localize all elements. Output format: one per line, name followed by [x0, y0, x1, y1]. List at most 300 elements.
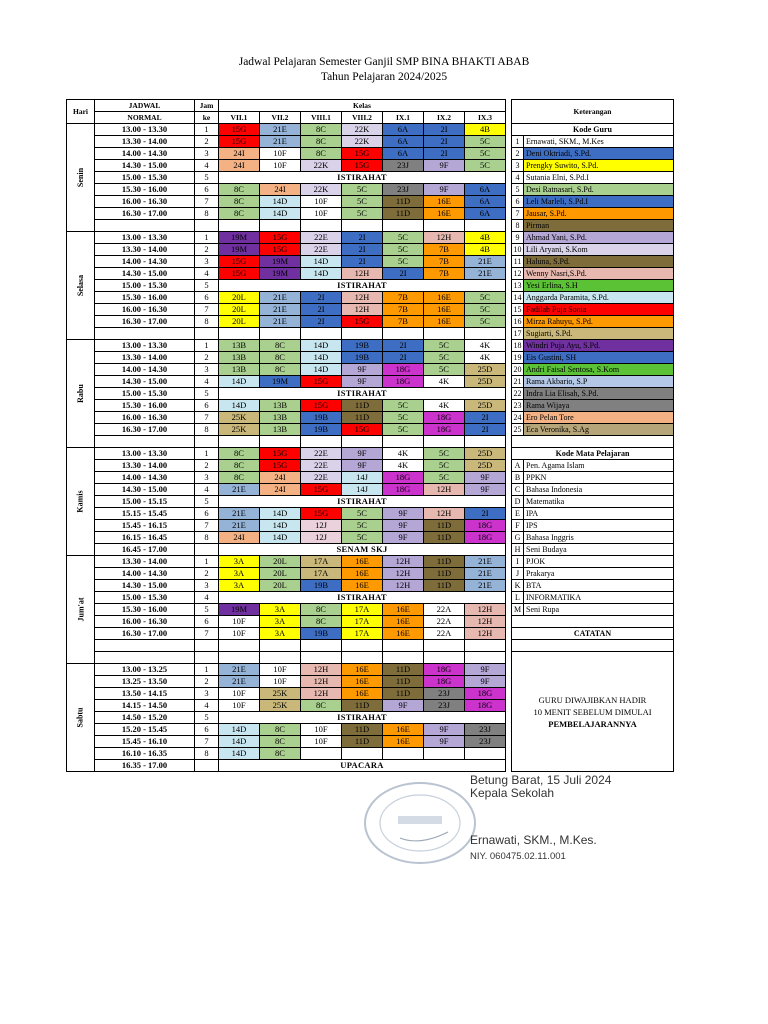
- legend-entry: Eca Veronika, S.Ag: [524, 424, 674, 436]
- legend-code: 2: [512, 148, 524, 160]
- lesson-cell: 12H: [301, 676, 342, 688]
- lesson-cell: 10F: [260, 664, 301, 676]
- legend-code: D: [512, 496, 524, 508]
- time-slot: 15.00 - 15.30: [95, 388, 195, 400]
- lesson-cell: 24I: [219, 532, 260, 544]
- document-title: Jadwal Pelajaran Semester Ganjil SMP BINA BHAKTI ABAB: [238, 56, 530, 68]
- lesson-cell: 21E: [260, 316, 301, 328]
- time-slot: 13.00 - 13.30: [95, 448, 195, 460]
- lesson-cell: 10F: [260, 148, 301, 160]
- lesson-cell: 3A: [260, 616, 301, 628]
- empty-cell: [383, 328, 424, 340]
- lesson-cell: 22E: [301, 460, 342, 472]
- time-slot: [95, 220, 195, 232]
- lesson-cell: 13B: [219, 352, 260, 364]
- legend-entry: Prakarya: [524, 568, 674, 580]
- lesson-cell: 14D: [219, 400, 260, 412]
- lesson-cell: 15G: [260, 460, 301, 472]
- lesson-cell: [465, 748, 506, 760]
- lesson-cell: 2I: [301, 292, 342, 304]
- time-slot: 16.00 - 16.30: [95, 196, 195, 208]
- lesson-cell: 8C: [219, 472, 260, 484]
- jam-ke: [195, 544, 219, 556]
- lesson-cell: 15G: [301, 376, 342, 388]
- legend-code: I: [512, 556, 524, 568]
- time-slot: [95, 640, 195, 652]
- header-keterangan: Keterangan: [512, 100, 674, 124]
- legend-entry: Ahmad Yani, S.Pd.: [524, 232, 674, 244]
- lesson-cell: 9F: [424, 160, 465, 172]
- time-slot: 14.00 - 14.30: [95, 568, 195, 580]
- time-slot: 14.30 - 15.00: [95, 580, 195, 592]
- jam-ke: [195, 328, 219, 340]
- lesson-cell: 15G: [342, 148, 383, 160]
- legend-code: 15: [513, 305, 522, 314]
- empty-cell: [383, 640, 424, 652]
- lesson-cell: 12H: [383, 568, 424, 580]
- lesson-cell: 14D: [301, 364, 342, 376]
- empty-cell: [424, 436, 465, 448]
- lesson-cell: 14D: [301, 256, 342, 268]
- lesson-cell: 15G: [301, 484, 342, 496]
- lesson-cell: 2I: [465, 508, 506, 520]
- jam-ke: 2: [195, 352, 219, 364]
- empty-cell: [383, 436, 424, 448]
- day-label: Rabu: [67, 340, 95, 448]
- lesson-cell: 11D: [383, 676, 424, 688]
- lesson-cell: 9F: [465, 472, 506, 484]
- legend-blank: [512, 616, 674, 628]
- legend-code: 14: [513, 293, 522, 302]
- jam-ke: 3: [195, 148, 219, 160]
- lesson-cell: 23J: [465, 724, 506, 736]
- jam-ke: 1: [195, 664, 219, 676]
- time-slot: 16.35 - 17.00: [95, 760, 195, 772]
- lesson-cell: 5C: [383, 244, 424, 256]
- schedule-row: [67, 136, 674, 148]
- legend-entry: Deni Oktriadi, S.Pd.: [524, 148, 674, 160]
- jam-ke: 4: [195, 700, 219, 712]
- lesson-cell: 11D: [383, 664, 424, 676]
- lesson-cell: 25K: [260, 700, 301, 712]
- legend-entry: Pen. Agama Islam: [524, 460, 674, 472]
- lesson-cell: 12H: [301, 664, 342, 676]
- schedule-row: [67, 304, 674, 316]
- empty-cell: [301, 220, 342, 232]
- lesson-cell: 11D: [342, 724, 383, 736]
- lesson-cell: 21E: [465, 556, 506, 568]
- lesson-cell: 19M: [219, 604, 260, 616]
- empty-cell: [260, 640, 301, 652]
- empty-cell: [342, 220, 383, 232]
- header-class: VIII.1: [301, 112, 342, 124]
- lesson-cell: 8C: [260, 736, 301, 748]
- legend-code: 23: [513, 401, 522, 410]
- lesson-cell: 9F: [424, 736, 465, 748]
- lesson-cell: 5C: [465, 292, 506, 304]
- schedule-row: [67, 268, 674, 280]
- lesson-cell: 12H: [424, 508, 465, 520]
- lesson-cell: 18G: [465, 520, 506, 532]
- lesson-cell: 22K: [342, 124, 383, 136]
- lesson-cell: 19M: [260, 256, 301, 268]
- empty-cell: [301, 652, 342, 664]
- empty-cell: [260, 328, 301, 340]
- jam-ke: [195, 652, 219, 664]
- lesson-cell: 21E: [465, 580, 506, 592]
- header-class: VIII.2: [342, 112, 383, 124]
- lesson-cell: 24I: [219, 148, 260, 160]
- jam-ke: 8: [195, 208, 219, 220]
- schedule-row: [67, 316, 674, 328]
- legend-code: A: [512, 460, 524, 472]
- jam-ke: 6: [195, 616, 219, 628]
- legend-code: 13: [513, 281, 522, 290]
- time-slot: [95, 328, 195, 340]
- lesson-cell: 7B: [383, 316, 424, 328]
- lesson-cell: 9F: [342, 376, 383, 388]
- lesson-cell: 5C: [465, 160, 506, 172]
- lesson-cell: 8C: [260, 748, 301, 760]
- schedule-row: [67, 160, 674, 172]
- lesson-cell: 25D: [465, 460, 506, 472]
- lesson-cell: 16E: [424, 196, 465, 208]
- legend-entry: Bahasa Inggris: [524, 532, 674, 544]
- header-kelas: Kelas: [219, 100, 506, 112]
- schedule-row: [67, 628, 674, 640]
- lesson-cell: 21E: [465, 568, 506, 580]
- jam-ke: 3: [195, 580, 219, 592]
- time-slot: 15.00 - 15.30: [95, 592, 195, 604]
- lesson-cell: 7B: [424, 256, 465, 268]
- jam-ke: 3: [195, 472, 219, 484]
- lesson-cell: 16E: [342, 568, 383, 580]
- lesson-cell: 3A: [219, 568, 260, 580]
- lesson-cell: 9F: [383, 532, 424, 544]
- lesson-cell: 18G: [383, 364, 424, 376]
- lesson-cell: 24I: [260, 472, 301, 484]
- jam-ke: 2: [195, 136, 219, 148]
- lesson-cell: 16E: [424, 208, 465, 220]
- empty-cell: [219, 652, 260, 664]
- lesson-cell: 14D: [219, 376, 260, 388]
- lesson-cell: 16E: [424, 292, 465, 304]
- lesson-cell: 8C: [301, 700, 342, 712]
- legend-entry: Prengky Suwito, S.Pd.: [524, 160, 674, 172]
- lesson-cell: 5C: [342, 520, 383, 532]
- legend-entry: Bahasa Indonesia: [524, 484, 674, 496]
- lesson-cell: 22E: [301, 244, 342, 256]
- time-slot: 15.30 - 16.00: [95, 292, 195, 304]
- lesson-cell: 8C: [260, 364, 301, 376]
- empty-cell: [219, 328, 260, 340]
- lesson-cell: 7B: [383, 292, 424, 304]
- empty-cell: [465, 220, 506, 232]
- lesson-cell: 5C: [424, 472, 465, 484]
- lesson-cell: 12H: [383, 556, 424, 568]
- lesson-cell: 15G: [219, 268, 260, 280]
- school-stamp: [360, 778, 480, 868]
- lesson-cell: 5C: [465, 148, 506, 160]
- lesson-cell: 6A: [465, 196, 506, 208]
- schedule-row: [67, 472, 674, 484]
- legend-code: G: [512, 532, 524, 544]
- time-slot: 14.00 - 14.30: [95, 472, 195, 484]
- jam-ke: 4: [195, 592, 219, 604]
- lesson-cell: 15G: [342, 424, 383, 436]
- jam-ke: 1: [195, 448, 219, 460]
- lesson-cell: 11D: [342, 736, 383, 748]
- lesson-cell: 14J: [342, 472, 383, 484]
- lesson-cell: 11D: [424, 568, 465, 580]
- lesson-cell: 8C: [301, 124, 342, 136]
- legend-heading: Kode Guru: [512, 124, 674, 136]
- lesson-cell: [424, 748, 465, 760]
- time-slot: 15.00 - 15.30: [95, 172, 195, 184]
- lesson-cell: 20L: [260, 556, 301, 568]
- legend-entry: PPKN: [524, 472, 674, 484]
- header-hari: Hari: [67, 100, 95, 124]
- lesson-cell: 15G: [342, 160, 383, 172]
- lesson-cell: 4B: [465, 244, 506, 256]
- signature-name: Ernawati, SKM., M.Kes.: [470, 833, 597, 847]
- legend-code: 17: [513, 329, 522, 338]
- schedule-row: [67, 244, 674, 256]
- lesson-cell: 14D: [301, 340, 342, 352]
- lesson-cell: 22K: [342, 136, 383, 148]
- lesson-cell: 7B: [424, 244, 465, 256]
- time-slot: 15.45 - 16.15: [95, 520, 195, 532]
- schedule-row: [67, 172, 674, 184]
- lesson-cell: 9F: [383, 508, 424, 520]
- lesson-cell: 13B: [260, 400, 301, 412]
- lesson-cell: 22K: [301, 184, 342, 196]
- jam-ke: [195, 220, 219, 232]
- jam-ke: 4: [195, 376, 219, 388]
- lesson-cell: 4K: [424, 376, 465, 388]
- lesson-cell: 23J: [383, 184, 424, 196]
- empty-cell: [465, 328, 506, 340]
- lesson-cell: 16E: [383, 628, 424, 640]
- time-slot: 15.30 - 16.00: [95, 604, 195, 616]
- lesson-cell: 8C: [260, 724, 301, 736]
- lesson-cell: 25D: [465, 364, 506, 376]
- break-label: ISTIRAHAT: [219, 496, 506, 508]
- legend-code: 19: [513, 353, 522, 362]
- lesson-cell: 11D: [383, 208, 424, 220]
- lesson-cell: 21E: [465, 256, 506, 268]
- lesson-cell: 3A: [219, 556, 260, 568]
- lesson-cell: 17A: [301, 556, 342, 568]
- break-label: ISTIRAHAT: [219, 280, 506, 292]
- lesson-cell: 15G: [260, 244, 301, 256]
- jam-ke: 6: [195, 400, 219, 412]
- legend-entry: Pirman: [524, 220, 674, 232]
- lesson-cell: 8C: [219, 448, 260, 460]
- legend-entry: INFORMATIKA: [524, 592, 674, 604]
- legend-code: 3: [512, 160, 524, 172]
- lesson-cell: 23J: [424, 688, 465, 700]
- empty-cell: [219, 436, 260, 448]
- lesson-cell: 10F: [301, 208, 342, 220]
- empty-cell: [342, 640, 383, 652]
- lesson-cell: 2I: [465, 412, 506, 424]
- jam-ke: 8: [195, 316, 219, 328]
- jam-ke: 5: [195, 172, 219, 184]
- lesson-cell: 8C: [219, 196, 260, 208]
- time-slot: 13.00 - 13.25: [95, 664, 195, 676]
- day-label: Selasa: [67, 232, 95, 340]
- lesson-cell: 19B: [342, 340, 383, 352]
- jam-ke: 5: [195, 712, 219, 724]
- lesson-cell: 8C: [301, 604, 342, 616]
- lesson-cell: 24I: [219, 160, 260, 172]
- lesson-cell: 17A: [342, 628, 383, 640]
- lesson-cell: 6A: [383, 124, 424, 136]
- jam-ke: 5: [195, 280, 219, 292]
- lesson-cell: 9F: [424, 724, 465, 736]
- legend-code: K: [512, 580, 524, 592]
- legend-code: H: [512, 544, 524, 556]
- legend-entry: Andri Faisal Sentosa, S.Kom: [524, 364, 674, 376]
- lesson-cell: 13B: [260, 424, 301, 436]
- legend-entry: Wenny Nasri,S.Pd.: [524, 268, 674, 280]
- day-label: Senin: [67, 124, 95, 232]
- lesson-cell: 2I: [424, 148, 465, 160]
- legend-code: 9: [512, 232, 524, 244]
- schedule-row: [67, 184, 674, 196]
- lesson-cell: 16E: [342, 664, 383, 676]
- jam-ke: 2: [195, 460, 219, 472]
- lesson-cell: 15G: [219, 256, 260, 268]
- legend-code: 22: [513, 389, 522, 398]
- lesson-cell: 15G: [219, 124, 260, 136]
- lesson-cell: 8C: [301, 616, 342, 628]
- lesson-cell: 8C: [260, 352, 301, 364]
- lesson-cell: 5C: [465, 304, 506, 316]
- empty-cell: [465, 652, 506, 664]
- legend-code: 8: [512, 220, 524, 232]
- legend-entry: IPA: [524, 508, 674, 520]
- lesson-cell: 10F: [301, 736, 342, 748]
- lesson-cell: 19M: [260, 268, 301, 280]
- lesson-cell: 5C: [383, 424, 424, 436]
- header-class: IX.1: [383, 112, 424, 124]
- time-slot: 16.10 - 16.35: [95, 748, 195, 760]
- legend-entry: Sugiarti, S.Pd.: [524, 328, 674, 340]
- lesson-cell: 22A: [424, 616, 465, 628]
- empty-cell: [219, 220, 260, 232]
- lesson-cell: 20L: [219, 292, 260, 304]
- legend-code: F: [512, 520, 524, 532]
- lesson-cell: 5C: [424, 364, 465, 376]
- lesson-cell: 2I: [424, 136, 465, 148]
- lesson-cell: 16E: [342, 580, 383, 592]
- schedule-row: [67, 604, 674, 616]
- lesson-cell: 16E: [424, 304, 465, 316]
- empty-cell: [219, 640, 260, 652]
- lesson-cell: 19M: [219, 244, 260, 256]
- lesson-cell: 16E: [383, 604, 424, 616]
- lesson-cell: 4K: [424, 400, 465, 412]
- catatan-note: GURU DIWAJIBKAN HADIR 10 MENIT SEBELUM DIMULAI PEMBELAJARANNYA: [512, 652, 674, 772]
- lesson-cell: 18G: [424, 424, 465, 436]
- lesson-cell: 20L: [260, 580, 301, 592]
- legend-code: 7: [512, 208, 524, 220]
- jam-ke: 7: [195, 412, 219, 424]
- schedule-row: [67, 592, 674, 604]
- schedule-row: [67, 616, 674, 628]
- lesson-cell: 10F: [219, 688, 260, 700]
- lesson-cell: 3A: [260, 628, 301, 640]
- time-slot: 16.30 - 17.00: [95, 316, 195, 328]
- lesson-cell: 9F: [342, 364, 383, 376]
- lesson-cell: 16E: [342, 556, 383, 568]
- jam-ke: 7: [195, 736, 219, 748]
- legend-entry: Eis Gustini, SH: [524, 352, 674, 364]
- break-label: UPACARA: [219, 760, 506, 772]
- lesson-cell: 21E: [260, 304, 301, 316]
- lesson-cell: 12H: [465, 616, 506, 628]
- lesson-cell: 15G: [260, 448, 301, 460]
- time-slot: 16.30 - 17.00: [95, 424, 195, 436]
- lesson-cell: [342, 748, 383, 760]
- jam-ke: 1: [195, 232, 219, 244]
- jam-ke: 4: [195, 484, 219, 496]
- lesson-cell: 9F: [342, 460, 383, 472]
- lesson-cell: 18G: [465, 688, 506, 700]
- lesson-cell: 22E: [301, 232, 342, 244]
- lesson-cell: 22E: [301, 448, 342, 460]
- lesson-cell: 19B: [301, 628, 342, 640]
- lesson-cell: 16E: [424, 316, 465, 328]
- schedule-row: [67, 364, 674, 376]
- lesson-cell: 5C: [424, 448, 465, 460]
- time-slot: 14.30 - 15.00: [95, 268, 195, 280]
- lesson-cell: 14D: [219, 736, 260, 748]
- schedule-row: [67, 508, 674, 520]
- schedule-row: [67, 556, 674, 568]
- schedule-row: [67, 280, 674, 292]
- lesson-cell: 24I: [260, 184, 301, 196]
- lesson-cell: 14D: [260, 520, 301, 532]
- time-slot: 16.45 - 17.00: [95, 544, 195, 556]
- lesson-cell: 9F: [465, 664, 506, 676]
- lesson-cell: 18G: [424, 664, 465, 676]
- schedule-row: [67, 148, 674, 160]
- lesson-cell: 4K: [465, 352, 506, 364]
- lesson-cell: 6A: [465, 208, 506, 220]
- lesson-cell: 9F: [383, 520, 424, 532]
- lesson-cell: 12H: [465, 628, 506, 640]
- schedule-row: [67, 448, 674, 460]
- schedule-row: [67, 544, 674, 556]
- schedule-row: [67, 256, 674, 268]
- lesson-cell: 5C: [342, 184, 383, 196]
- legend-entry: Seni Rupa: [524, 604, 674, 616]
- document-subtitle: Tahun Pelajaran 2024/2025: [320, 71, 448, 83]
- schedule-row: [67, 532, 674, 544]
- schedule-row: [67, 520, 674, 532]
- lesson-cell: 9F: [383, 700, 424, 712]
- time-slot: 14.30 - 15.00: [95, 376, 195, 388]
- lesson-cell: 12H: [301, 688, 342, 700]
- schedule-row: [67, 460, 674, 472]
- lesson-cell: 20L: [260, 568, 301, 580]
- lesson-cell: 21E: [260, 292, 301, 304]
- lesson-cell: 25K: [219, 424, 260, 436]
- lesson-cell: 13B: [219, 340, 260, 352]
